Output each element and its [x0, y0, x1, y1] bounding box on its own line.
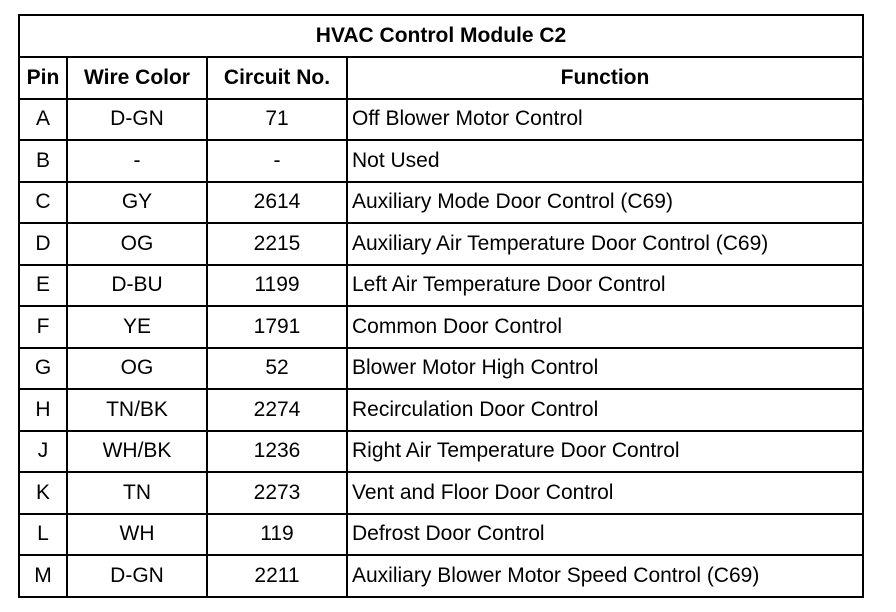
table-body	[19, 99, 863, 597]
function-cell: Off Blower Motor Control	[347, 99, 863, 141]
table-row	[19, 265, 863, 307]
wire-color-cell: GY	[67, 182, 207, 224]
header-wire-color: Wire Color	[67, 57, 207, 99]
table-header-row	[19, 57, 863, 99]
circuit-no-cell: 1199	[207, 265, 347, 307]
table-row	[19, 389, 863, 431]
pin-cell: A	[19, 99, 67, 141]
circuit-no-cell: -	[207, 140, 347, 182]
wire-color-cell: OG	[67, 223, 207, 265]
table-row	[19, 431, 863, 473]
wire-color-cell: OG	[67, 348, 207, 390]
pin-cell: J	[19, 431, 67, 473]
function-cell: Not Used	[347, 140, 863, 182]
wire-color-cell: YE	[67, 306, 207, 348]
wire-color-cell: WH/BK	[67, 431, 207, 473]
pin-cell: H	[19, 389, 67, 431]
circuit-no-cell: 2274	[207, 389, 347, 431]
function-cell: Left Air Temperature Door Control	[347, 265, 863, 307]
circuit-no-cell: 2215	[207, 223, 347, 265]
pin-cell: L	[19, 514, 67, 556]
table-title-row	[19, 15, 863, 57]
circuit-no-cell: 71	[207, 99, 347, 141]
function-cell: Common Door Control	[347, 306, 863, 348]
function-cell: Vent and Floor Door Control	[347, 472, 863, 514]
pin-cell: E	[19, 265, 67, 307]
circuit-no-cell: 119	[207, 514, 347, 556]
table-title: HVAC Control Module C2	[19, 15, 863, 57]
pin-cell: M	[19, 555, 67, 597]
table-row	[19, 348, 863, 390]
function-cell: Auxiliary Mode Door Control (C69)	[347, 182, 863, 224]
wire-color-cell: D-BU	[67, 265, 207, 307]
table-row	[19, 182, 863, 224]
pin-cell: C	[19, 182, 67, 224]
circuit-no-cell: 2273	[207, 472, 347, 514]
circuit-no-cell: 52	[207, 348, 347, 390]
pin-cell: D	[19, 223, 67, 265]
function-cell: Right Air Temperature Door Control	[347, 431, 863, 473]
function-cell: Blower Motor High Control	[347, 348, 863, 390]
table-row	[19, 99, 863, 141]
wire-color-cell: TN/BK	[67, 389, 207, 431]
wire-color-cell: WH	[67, 514, 207, 556]
circuit-no-cell: 1791	[207, 306, 347, 348]
pin-cell: F	[19, 306, 67, 348]
table-row	[19, 223, 863, 265]
table-row	[19, 472, 863, 514]
function-cell: Auxiliary Blower Motor Speed Control (C69)	[347, 555, 863, 597]
table-row	[19, 555, 863, 597]
table-row	[19, 140, 863, 182]
function-cell: Defrost Door Control	[347, 514, 863, 556]
wire-color-cell: D-GN	[67, 555, 207, 597]
table-row	[19, 306, 863, 348]
pin-cell: G	[19, 348, 67, 390]
function-cell: Auxiliary Air Temperature Door Control (C69)	[347, 223, 863, 265]
pin-cell: B	[19, 140, 67, 182]
pin-cell: K	[19, 472, 67, 514]
connector-pinout-table	[18, 14, 864, 598]
wire-color-cell: TN	[67, 472, 207, 514]
header-circuit-no: Circuit No.	[207, 57, 347, 99]
circuit-no-cell: 2614	[207, 182, 347, 224]
header-function: Function	[347, 57, 863, 99]
circuit-no-cell: 1236	[207, 431, 347, 473]
wire-color-cell: -	[67, 140, 207, 182]
circuit-no-cell: 2211	[207, 555, 347, 597]
wire-color-cell: D-GN	[67, 99, 207, 141]
function-cell: Recirculation Door Control	[347, 389, 863, 431]
header-pin: Pin	[19, 57, 67, 99]
table-row	[19, 514, 863, 556]
